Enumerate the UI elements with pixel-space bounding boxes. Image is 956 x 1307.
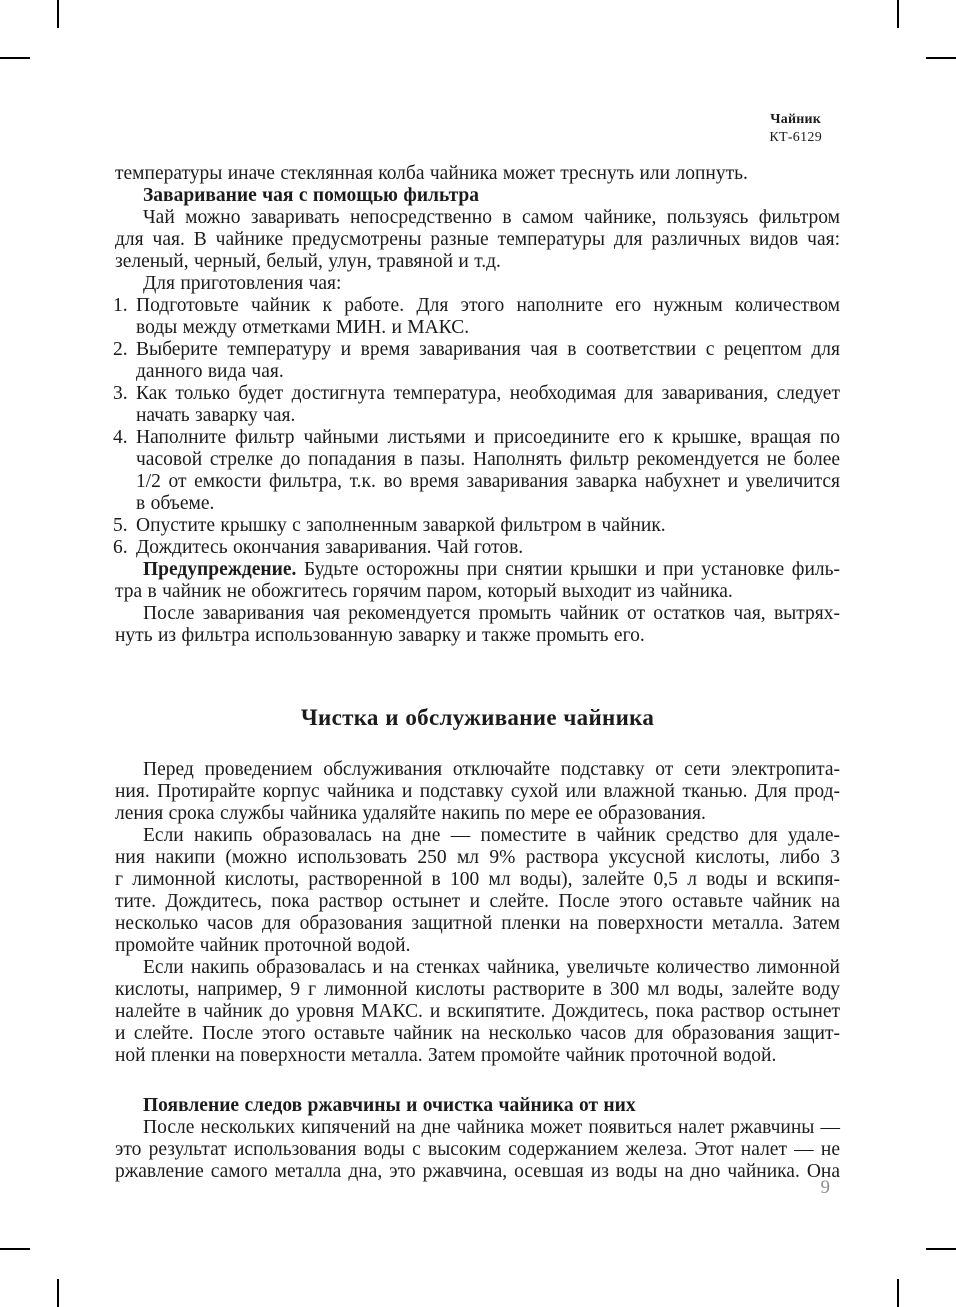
crop-mark-bottom-left-horizontal-icon (0, 1248, 30, 1250)
list-line: 2. Выберите температуру и время заваривания чая в соответствии с рецептом для (113, 339, 840, 360)
page-header (769, 111, 822, 147)
text-line: ления срока службы чайника удаляйте накипь по мере ее образования. (115, 803, 706, 824)
product-name: Чайник (770, 112, 822, 127)
text-line: ния. Протирайте корпус чайника и подставку сухой или влажной тканью. Для прод- (115, 781, 840, 802)
text-line: это результат использования воды с высоким содержанием железа. Этот налет — не (115, 1139, 840, 1160)
text-line: г лимонной кислоты, растворенной в 100 мл воды), залейте 0,5 л воды и вскипя- (115, 869, 840, 890)
list-line: 4. Наполните фильтр чайными листьями и присоедините его к крышке, вращая по (113, 427, 840, 448)
text-line: налейте в чайник до уровня МАКС. и вскипятите. Дождитесь, пока раствор остынет (115, 1001, 840, 1022)
text-line: ния накипи (можно использовать 250 мл 9% раствора уксусной кислоты, либо 3 (115, 847, 840, 868)
text-line: зеленый, черный, белый, улун, травяной и т.д. (115, 251, 501, 272)
text-line: Заваривание чая с помощью фильтра (143, 185, 479, 206)
text-line: в объеме. (136, 493, 215, 514)
page-number: 9 (820, 1177, 830, 1198)
text-line: Чай можно заваривать непосредственно в самом чайнике, пользуясь фильтром (143, 207, 840, 228)
crop-mark-top-left-horizontal-icon (0, 57, 30, 59)
text-line: тра в чайник не обожгитесь горячим паром, который выходит из чайника. (115, 581, 733, 602)
list-number: 2. (113, 339, 128, 360)
list-number: 1. (113, 295, 128, 316)
list-number: 3. (113, 383, 128, 404)
list-line: 3. Как только будет достигнута температура, необходимая для заваривания, следует (113, 383, 840, 404)
crop-mark-top-left-vertical-icon (57, 0, 59, 28)
list-number: 5. (113, 515, 128, 536)
list-number: 4. (113, 427, 128, 448)
text-line: Если накипь образовалась на дне — поместите в чайник средство для удале- (143, 825, 840, 846)
list-number: 6. (113, 537, 128, 558)
text-line: ржавление самого металла дна, это ржавчина, осевшая из воды на дно чайника. Она (115, 1161, 840, 1182)
model-number: КТ-6129 (769, 130, 822, 145)
text-line: часовой стрелке до попадания в пазы. Наполнять фильтр рекомендуется не более (136, 449, 840, 470)
text-line: Предупреждение. Будьте осторожны при снятии крышки и при установке филь- (143, 559, 840, 580)
text-line: нуть из фильтра использованную заварку и также промыть его. (115, 625, 645, 646)
text-line: кислоты, например, 9 г лимонной кислоты растворите в 300 мл воды, залейте воду (115, 979, 840, 1000)
text-line: 1/2 от емкости фильтра, т.к. во время заваривания заварка набухнет и увеличится (136, 471, 840, 492)
bold-lead-in: Предупреждение. (143, 559, 297, 580)
text-line: Перед проведением обслуживания отключайте подставку от сети электропита- (143, 759, 840, 780)
section-heading: Чистка и обслуживание чайника (300, 705, 655, 730)
crop-mark-bottom-right-vertical-icon (897, 1279, 899, 1307)
text-line: начать заварку чая. (136, 405, 296, 426)
text-column (115, 163, 840, 1183)
text-line: ной пленки на поверхности металла. Затем промойте чайник проточной водой. (115, 1045, 777, 1066)
text-line: После заваривания чая рекомендуется промыть чайник от остатков чая, вытрях- (143, 603, 840, 624)
section-subheading: Появление следов ржавчины и очистка чайника от них (143, 1095, 636, 1116)
text-line: и слейте. После этого оставьте чайник на несколько часов для образования защит- (115, 1023, 840, 1044)
text-line: промойте чайник проточной водой. (115, 935, 411, 956)
text-line: тите. Дождитесь, пока раствор остынет и слейте. После этого оставьте чайник на (115, 891, 840, 912)
text-line: После нескольких кипячений на дне чайника может появиться налет ржавчины — (143, 1117, 840, 1138)
list-line: 5. Опустите крышку с заполненным заваркой фильтром в чайник. (113, 515, 666, 536)
list-line: 1. Подготовьте чайник к работе. Для этого наполните его нужным количеством (113, 295, 840, 316)
crop-mark-top-right-vertical-icon (897, 0, 899, 28)
text-line: температуры иначе стеклянная колба чайника может треснуть или лопнуть. (115, 163, 748, 184)
text-line: данного вида чая. (136, 361, 284, 382)
text-line: для чая. В чайнике предусмотрены разные температуры для различных видов чая: (115, 229, 840, 250)
text-line: несколько часов для образования защитной пленки на поверхности металла. Затем (115, 913, 840, 934)
text-line: воды между отметками МИН. и МАКС. (136, 317, 470, 338)
crop-mark-top-right-horizontal-icon (926, 57, 956, 59)
crop-mark-bottom-left-vertical-icon (57, 1279, 59, 1307)
text-line: Если накипь образовалась и на стенках чайника, увеличьте количество лимонной (143, 957, 840, 978)
list-line: 6. Дождитесь окончания заваривания. Чай готов. (113, 537, 524, 558)
text-line: Для приготовления чая: (143, 273, 342, 294)
crop-mark-bottom-right-horizontal-icon (926, 1248, 956, 1250)
